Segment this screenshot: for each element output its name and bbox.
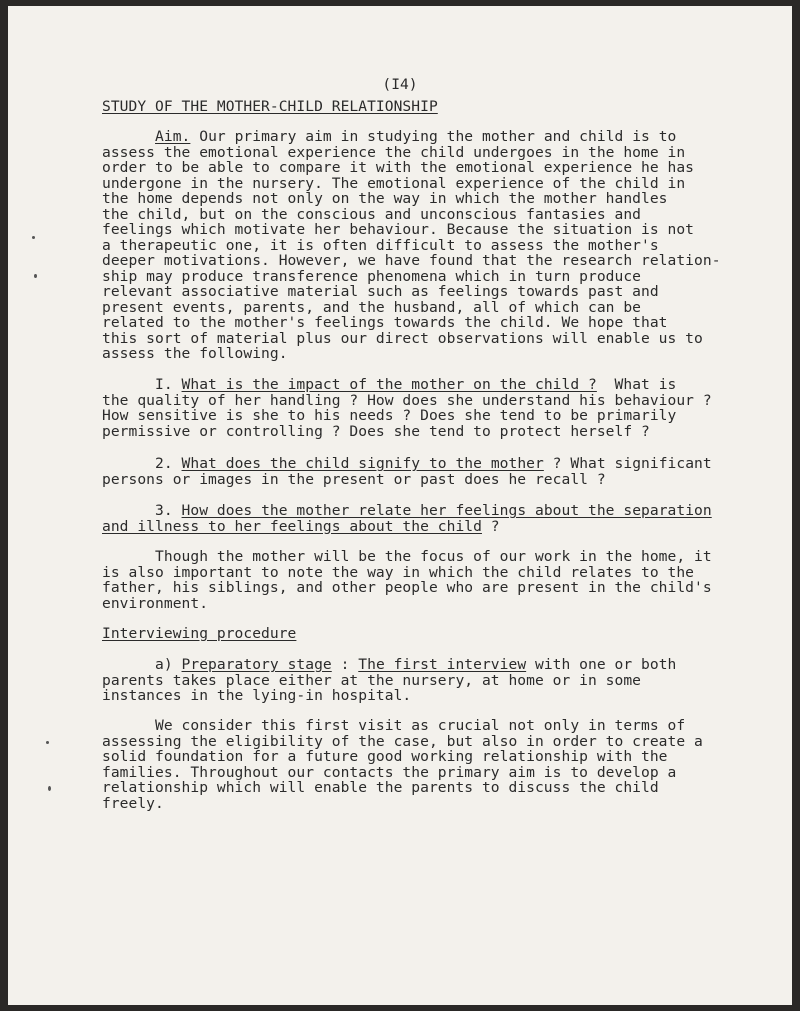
though-paragraph: Though the mother will be the focus of our work in the home, it is also important to note the way in which the child relates to the father, his siblings, and other people who are present in the child's environment. (102, 548, 712, 612)
aim-paragraph (102, 129, 782, 362)
question-2: 2. What does the child signify to the mother ? What significant persons or images in the present or past does he recall ? (102, 455, 712, 488)
aim-line: the child, but on the conscious and unconscious fantasies and (102, 205, 642, 223)
question-3: 3. How does the mother relate her feelings about the separation and illness to her feelings about the child ? (102, 502, 712, 535)
preparatory-paragraph: a) Preparatory stage : The first interview with one or both parents takes place either at the nursery, at home or in some instances in the lying-in hospital. (102, 656, 677, 704)
aim-line: related to the mother's feelings towards the child. We hope that (102, 314, 668, 331)
aim-line: assess the following. (102, 345, 288, 362)
margin-speck (46, 741, 49, 744)
section-heading: STUDY OF THE MOTHER-CHILD RELATIONSHIP (102, 98, 438, 115)
aim-line: order to be able to compare it with the emotional experience he has (102, 159, 695, 176)
question-3-text: How does the mother relate her feelings about the separation (181, 502, 712, 519)
aim-line: relevant associative material such as feelings towards past and (102, 283, 659, 300)
aim-line: ship may produce transference phenomena which in turn produce (102, 267, 642, 285)
question-2-text: What does the child signify to the mother (181, 455, 544, 472)
aim-line: undergone in the nursery. The emotional experience of the child in (102, 174, 686, 192)
margin-speck (32, 236, 35, 239)
aim-label: Aim. (155, 128, 191, 145)
document-page (8, 6, 792, 1005)
aim-line: present events, parents, and the husband, all of which can be (102, 298, 642, 316)
aim-line: Our primary aim in studying the mother and child is to (190, 128, 677, 145)
question-1-text: What is the impact of the mother on the child ? (181, 376, 597, 393)
margin-speck (34, 274, 37, 278)
aim-line: deeper motivations. However, we have found that the research relation- (102, 252, 721, 269)
aim-line: the home depends not only on the way in which the mother handles (102, 190, 668, 207)
preparatory-stage-label: Preparatory stage (181, 656, 332, 673)
interviewing-heading: Interviewing procedure (102, 625, 297, 642)
question-1: I. What is the impact of the mother on the child ? What is the quality of her handling ? How does she understand his behaviour ? How sensitive is she to his needs ? Does she tend to be primarily permissive or controlling ? Does she tend to protect herself ? (102, 376, 712, 440)
aim-line: this sort of material plus our direct observations will enable us to (102, 329, 703, 347)
aim-line: a therapeutic one, it is often difficult to assess the mother's (102, 236, 659, 254)
consider-paragraph: We consider this first visit as crucial not only in terms of assessing the eligibility of the case, but also in order to create a solid foundation for a future good working relationship with the families. Throughout our contacts the primary aim is to develop a relationship which will enable the parents to discuss the child freely. (102, 717, 703, 812)
page-number: (I4) (382, 76, 418, 93)
aim-line: assess the emotional experience the child undergoes in the home in (102, 143, 686, 161)
first-interview-label: The first interview (358, 656, 527, 673)
margin-speck (48, 786, 51, 791)
aim-line: feelings which motivate her behaviour. Because the situation is not (102, 221, 695, 238)
